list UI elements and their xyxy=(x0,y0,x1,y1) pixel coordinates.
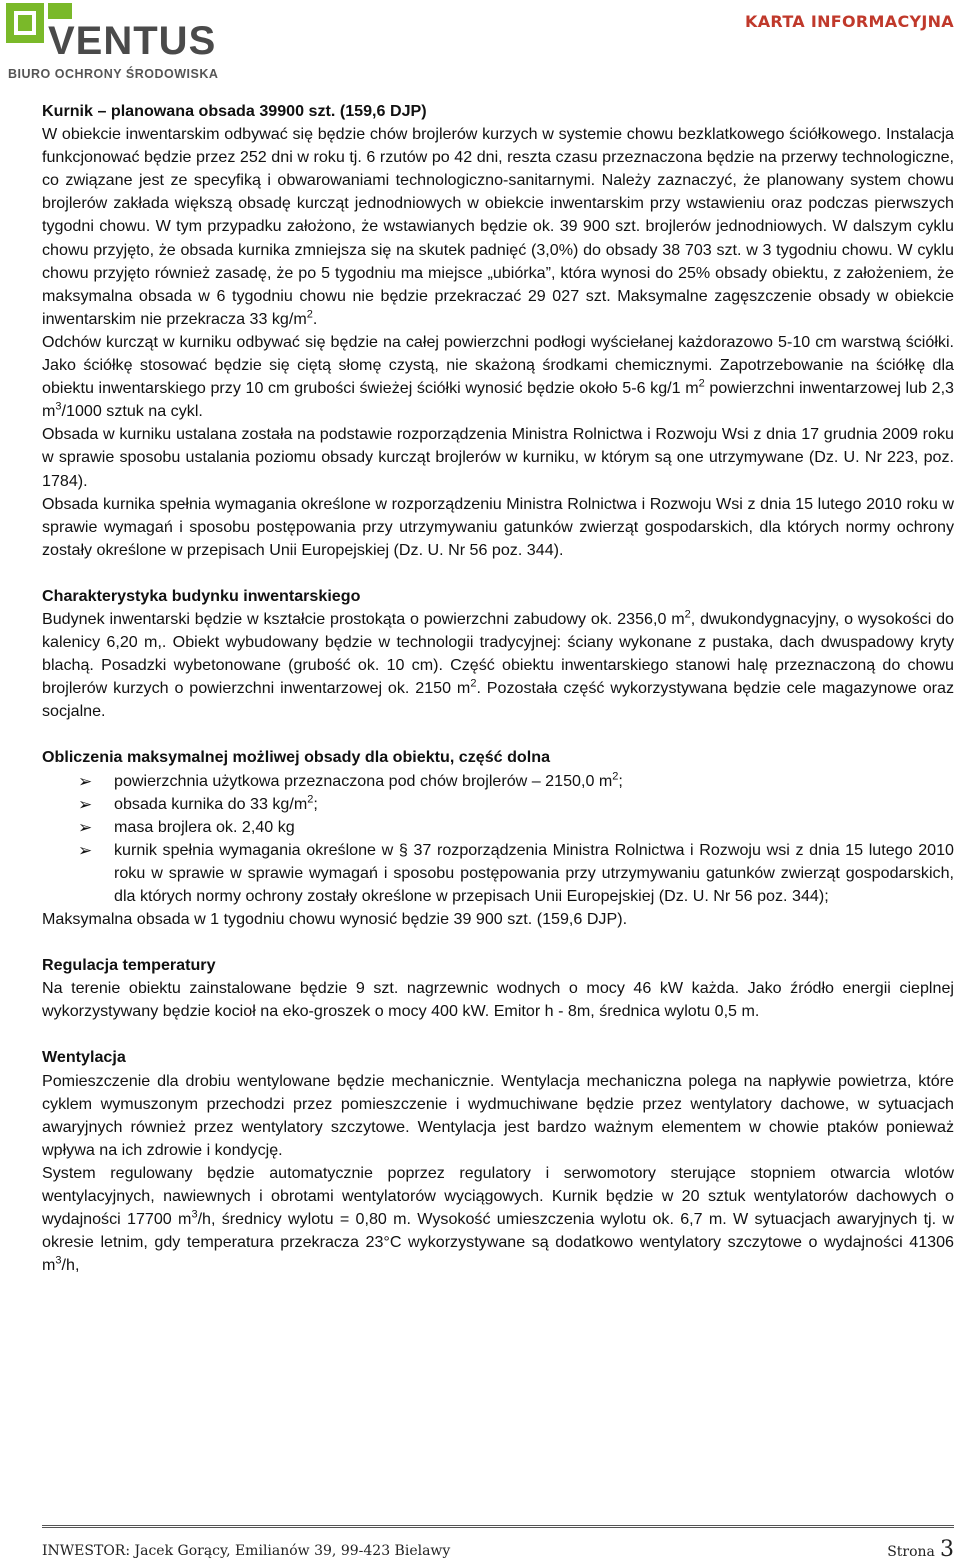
paragraph-wentylacja-1: Pomieszczenie dla drobiu wentylowane będzie mechanicznie. Wentylacja mechaniczna polega na napływie powietrza, które cyklem wymuszonym przechodzi przez pomieszczenie i wydmuchiwane będzie przez wentylatory dachowe, w sytuacjach awaryjnych również przez wentylatory szczytowe. Wentylacja jest bardzo ważnym elementem w chowie ptaków ponieważ wpływa na ich zdrowie i kondycję. xyxy=(42,1071,954,1159)
text-run: , dwukondygnacyjny, o wysokości do kalenicy 6,20 m,. Obiekt wybudowany będzie w technologii tradycyjnej: ściany wykonane z pustaka, dach dwuspadowy kryty blachą. Posadzki wybetonowane (grubość ok. 10 cm). Część obiektu inwentarskiego stanowi halę przeznaczoną do chowu brojlerów kurzych o powierzchni inwentarzowej ok. 2150 m xyxy=(42,609,954,698)
superscript: 2 xyxy=(612,770,619,783)
superscript: 2 xyxy=(470,677,477,690)
text-run: Budynek inwentarski będzie w kształcie prostokąta o powierzchni zabudowy ok. 2356,0 m xyxy=(42,609,685,628)
superscript: 2 xyxy=(698,377,705,390)
spacer xyxy=(42,1023,954,1046)
paragraph-temperatura: Na terenie obiektu zainstalowane będzie 9 szt. nagrzewnic wodnych o mocy 46 kW każda. Jako źródło energii cieplnej wykorzystywany będzie kocioł na eko-groszek o mocy 400 kW. Emitor h - 8m, średnica wylotu 0,5 m. xyxy=(42,979,954,1021)
text-run: ; xyxy=(618,771,623,790)
paragraph-max-obsada: Maksymalna obsada w 1 tygodniu chowu wynosić będzie 39 900 szt. (159,6 DJP). xyxy=(42,910,628,929)
text-run: /h, średnicy wylotu = 0,80 m. Wysokość umieszczenia wylotu ok. 6,7 m. W sytuacjach awaryjnych tj. w okresie letnim, gdy temperatura przekracza 23°C wykorzystywane są dodatkowo wentylatory szczytowe o wydajności 41306 m xyxy=(42,1210,955,1275)
spacer xyxy=(42,562,954,585)
section-title-budynek: Charakterystyka budynku inwentarskiego xyxy=(42,586,361,605)
superscript: 3 xyxy=(55,1254,62,1267)
arrow-bullet-icon: ➢ xyxy=(78,794,93,814)
list-item xyxy=(42,816,954,839)
document-type-label: KARTA INFORMACYJNA xyxy=(745,12,954,31)
paragraph-wentylacja-2 xyxy=(42,1162,954,1277)
text-run: kurnik spełnia wymagania określone w § 37 rozporządzenia Ministra Rolnictwa i Rozwoju wsi z dnia 15 lutego 2010 roku w sprawie w sprawie wymagań i sposobu postępowania przy utrzymywaniu gatunków zwierząt gospodarskich, dla których normy ochrony zostały określone w przepisach Unii Europejskiej (Dz. U. Nr 56 poz. 344); xyxy=(114,840,954,905)
superscript: 3 xyxy=(191,1208,198,1221)
text-run: . xyxy=(312,309,318,328)
arrow-bullet-icon: ➢ xyxy=(78,840,93,860)
spacer xyxy=(42,931,954,954)
list-item xyxy=(42,793,954,816)
superscript: 3 xyxy=(55,400,62,413)
paragraph-intro-sciolka xyxy=(42,331,954,423)
footer-divider xyxy=(42,1525,954,1528)
superscript: 2 xyxy=(684,608,691,621)
document-body xyxy=(42,100,954,1277)
superscript: 2 xyxy=(307,793,314,806)
list-item xyxy=(42,839,954,908)
paragraph-budynek xyxy=(42,608,954,723)
paragraph-intro-obsada: Obsada w kurniku ustalana została na podstawie rozporządzenia Ministra Rolnictwa i Rozwoju Wsi z dnia 17 grudnia 2009 roku w sprawie sposobu ustalania poziomu obsady kurcząt brojlerów w kurniku, w którym są one utrzymywane (Dz. U. Nr 223, poz. 1784). xyxy=(42,425,954,490)
text-run: masa brojlera ok. 2,40 kg xyxy=(114,817,295,836)
text-run: /h, xyxy=(61,1256,80,1275)
logo-subtitle: BIURO OCHRONY ŚRODOWISKA xyxy=(8,67,219,81)
footer-investor: INWESTOR: Jacek Gorący, Emilianów 39, 99-423 Bielawy xyxy=(42,1543,451,1559)
spacer xyxy=(42,723,954,746)
text-run: powierzchni inwentarzowej lub 2,3 m xyxy=(42,379,954,421)
page-header xyxy=(0,0,960,88)
section-title-temperatura: Regulacja temperatury xyxy=(42,956,216,975)
arrow-bullet-icon: ➢ xyxy=(78,817,93,837)
text-run: obsada kurnika do 33 kg/m xyxy=(114,794,308,813)
list-item xyxy=(42,770,954,793)
text-run: ; xyxy=(313,794,318,813)
page-number: 3 xyxy=(940,1537,954,1562)
text-run: . Pozostała część wykorzystywana będzie cele magazynowe oraz socjalne. xyxy=(42,679,954,721)
paragraph-intro-wymagania: Obsada kurnika spełnia wymagania określone w rozporządzeniu Ministra Rolnictwa i Rozwoju Wsi z dnia 15 lutego 2010 roku w sprawie wymagań i sposobu postępowania przy utrzymywaniu gatunków zwierząt gospodarskich, dla których normy ochrony zostały określone w przepisach Unii Europejskiej (Dz. U. Nr 56 poz. 344). xyxy=(42,494,954,559)
paragraph-intro-chow xyxy=(42,123,954,331)
superscript: 2 xyxy=(306,308,313,321)
section-title-wentylacja: Wentylacja xyxy=(42,1048,126,1067)
text-run: W obiekcie inwentarskim odbywać się będzie chów brojlerów kurzych w systemie chowu bezklatkowego ściółkowego. Instalacja funkcjonować będzie przez 252 dni w roku tj. 6 rzutów po 42 dni, reszta czasu przeznaczona będzie na przerwy technologiczne, co związane jest ze specyfiką i obwarowaniami technologiczno-sanitarnymi. Należy zaznaczyć, że planowany system chowu brojlerów zakłada większą obsadę kurcząt jednodniowych w obiekcie inwentarskim przy wstawieniu oraz podczas pierwszych tygodni chowu. W tym przypadku założono, że wstawianych będzie ok. 39 900 szt. brojlerów jednodniowych. W dalszym cyklu chowu przyjęto, że obsada kurnika zmniejsza się na skutek padnięć (3,0%) do obsady 38 703 szt. w 3 tygodniu chowu. W cyklu chowu przyjęto również zasadę, że po 5 tygodniu ma miejsce „ubiórka”, która wynosi do 25% obsady obiektu, z założeniem, że maksymalna obsada w 6 tygodniu chowu nie będzie przekraczać 29 027 szt. Maksymalne zagęszczenie obsady w obiekcie inwentarskim nie przekracza 33 kg/m xyxy=(42,125,954,328)
logo-name: VENTUS xyxy=(48,19,217,63)
text-run: powierzchnia użytkowa przeznaczona pod chów brojlerów – 2150,0 m xyxy=(114,771,613,790)
section-title-kurnik: Kurnik – planowana obsada 39900 szt. (159,6 DJP) xyxy=(42,102,427,120)
page-label: Strona xyxy=(887,1544,935,1560)
ventus-logo xyxy=(6,3,232,83)
section-title-obliczenia: Obliczenia maksymalnej możliwej obsady dla obiektu, część dolna xyxy=(42,748,551,767)
text-run: /1000 sztuk na cykl. xyxy=(61,402,203,421)
text-run: System regulowany będzie automatycznie poprzez regulatory i serwomotory sterujące stopniem otwarcia wlotów wentylacyjnych, nawiewnych i obrotami wentylatorów wyciągowych. Kurnik będzie w 20 sztuk wentylatorów dachowych o wydajności 17700 m xyxy=(42,1163,954,1229)
text-run: Odchów kurcząt w kurniku odbywać się będzie na całej powierzchni podłogi wyściełanej każdorazowo 5-10 cm warstwą ściółki. Jako ściółkę stosować będzie się ciętą słomę czystą, nie skażoną środkami chemicznymi. Zapotrzebowanie na ściółkę dla obiektu inwentarskiego przy 10 cm grubości świeżej ściółki wynosić będzie około 5-6 kg/1 m xyxy=(42,332,954,398)
arrow-bullet-icon: ➢ xyxy=(78,771,93,791)
footer-page-number xyxy=(887,1537,954,1562)
calc-bullet-list xyxy=(42,770,954,909)
